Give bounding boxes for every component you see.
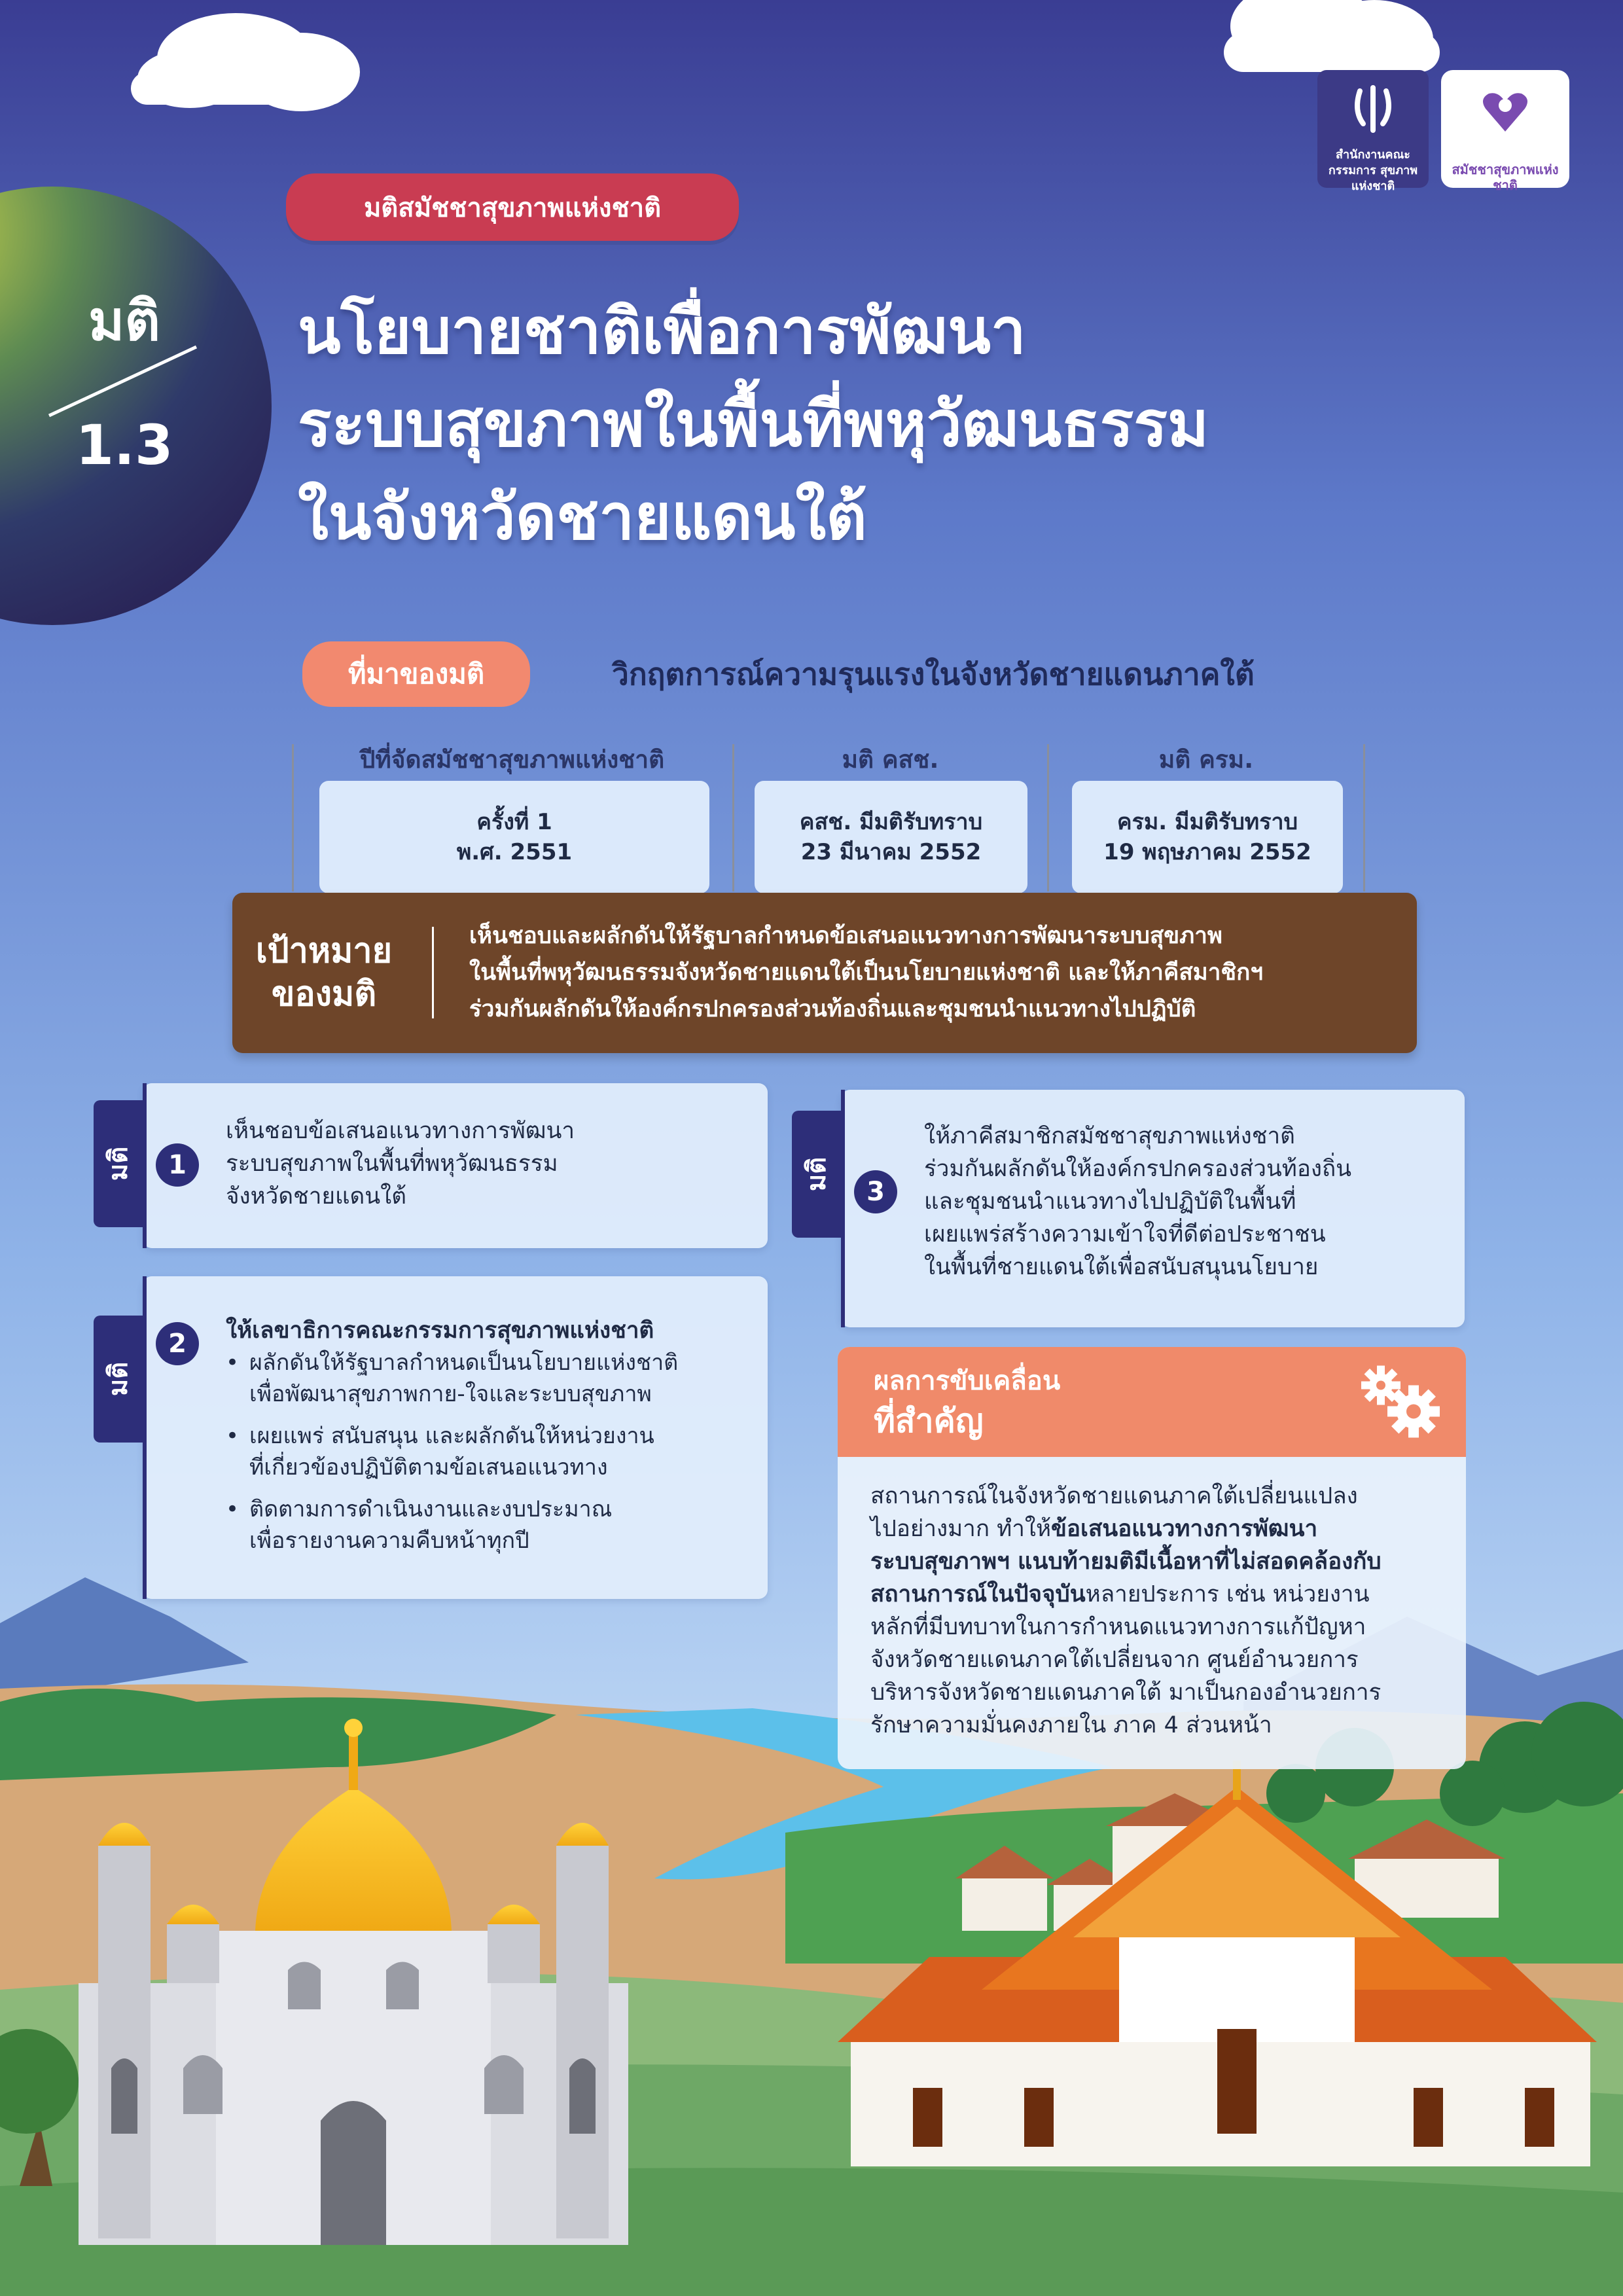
bullet-text	[249, 1420, 654, 1483]
result-line: หลักที่มีบทบาทในการกำหนดแนวทางการแก้ปัญหา	[870, 1614, 1366, 1640]
resolution-line: ให้ภาคีสมาชิกสมัชชาสุขภาพแห่งชาติ	[924, 1123, 1295, 1149]
bullet-line: ติดตามการดำเนินงานและงบประมาณ	[249, 1496, 613, 1522]
timeline-card-line1: ครั้งที่ 1	[476, 809, 552, 835]
bullet-line: ผลักดันให้รัฐบาลกำหนดเป็นนโยบายแห่งชาติ	[249, 1350, 679, 1376]
resolution-card-2	[143, 1276, 768, 1599]
resolution-number-badge: 3	[854, 1170, 897, 1213]
result-header	[838, 1347, 1466, 1457]
source-pill: ที่มาของมติ	[302, 641, 530, 707]
category-pill: มติสมัชชาสุขภาพแห่งชาติ	[286, 173, 739, 241]
bullet-item	[226, 1494, 756, 1556]
resolution-tab-label: มติ	[103, 1361, 134, 1397]
resolution-number-badge: 1	[156, 1143, 199, 1187]
timeline-divider	[1047, 744, 1049, 891]
bullet-dot: •	[226, 1350, 240, 1376]
result-line: จังหวัดชายแดนภาคใต้เปลี่ยนจาก ศูนย์อำนวยการ	[870, 1647, 1359, 1673]
assembly-logo-label: สมัชชาสุขภาพแห่งชาติ	[1452, 162, 1559, 193]
bullet-line: เผยแพร่ สนับสนุน และผลักดันให้หน่วยงาน	[249, 1423, 654, 1449]
goal-text-line2: ในพื้นที่พหุวัฒนธรรมจังหวัดชายแดนใต้เป็นนโยบายแห่งชาติ และให้ภาคีสมาชิกฯ	[469, 960, 1264, 986]
resolution-tab-label: มติ	[802, 1157, 832, 1192]
timeline-heading: ปีที่จัดสมัชชาสุขภาพแห่งชาติ	[359, 745, 665, 774]
result-line: รักษาความมั่นคงภายใน ภาค 4 ส่วนหน้า	[870, 1712, 1272, 1738]
resolution-line: และชุมชนนำแนวทางไปปฏิบัติในพื้นที่	[924, 1189, 1296, 1215]
resolution-number-badge: 2	[156, 1322, 199, 1365]
bullet-dot: •	[226, 1423, 240, 1449]
resolution-line: เผยแพร่สร้างความเข้าใจที่ดีต่อประชาชน	[924, 1221, 1326, 1247]
goal-divider	[432, 927, 434, 1018]
result-panel	[838, 1347, 1466, 1769]
card-accent-bar	[143, 1083, 147, 1248]
timeline-card-line1: ครม. มีมติรับทราบ	[1116, 809, 1298, 835]
resolution-line: จังหวัดชายแดนใต้	[226, 1183, 407, 1210]
goal-text-line1: เห็นชอบและผลักดันให้รัฐบาลกำหนดข้อเสนอแนวทางการพัฒนาระบบสุขภาพ	[469, 923, 1222, 949]
timeline-card-line2: 19 พฤษภาคม 2552	[1103, 839, 1311, 865]
result-line-part: หลายประการ เช่น หน่วยงาน	[1085, 1581, 1370, 1607]
resolution-text	[226, 1115, 749, 1213]
goal-label-line1: เป้าหมาย	[255, 931, 393, 971]
resolution-tab	[94, 1100, 143, 1227]
timeline-card	[1072, 781, 1343, 893]
timeline-card-line2: พ.ศ. 2551	[456, 839, 573, 865]
bullet-text	[249, 1494, 612, 1556]
result-line-part: ไปอย่างมาก ทำให้	[870, 1516, 1052, 1542]
timeline-heading: มติ คสช.	[842, 745, 939, 774]
goal-text	[469, 918, 1399, 1028]
gears-icon	[1355, 1359, 1446, 1441]
timeline-card-line2: 23 มีนาคม 2552	[800, 839, 982, 865]
resolution-content	[226, 1314, 756, 1556]
result-line	[870, 1578, 1453, 1611]
assembly-logo	[1441, 70, 1569, 193]
result-heading-line1: ผลการขับเคลื่อน	[874, 1366, 1061, 1396]
goal-panel	[232, 893, 1417, 1053]
resolution-heading: ให้เลขาธิการคณะกรรมการสุขภาพแห่งชาติ	[226, 1318, 654, 1344]
timeline-divider	[292, 744, 294, 891]
page-title	[298, 285, 1541, 564]
bullet-dot: •	[226, 1496, 240, 1522]
bullet-item	[226, 1347, 756, 1410]
title-line-2: ระบบสุขภาพในพื้นที่พหุวัฒนธรรม	[298, 387, 1209, 461]
result-line-bold: สถานการณ์ในปัจจุบัน	[870, 1581, 1086, 1607]
goal-label-line2: ของมติ	[271, 975, 377, 1014]
hands-heart-icon	[1472, 79, 1538, 145]
goal-label	[252, 929, 396, 1016]
title-line-1: นโยบายชาติเพื่อการพัฒนา	[298, 295, 1026, 368]
bullet-line: ที่เกี่ยวข้องปฏิบัติตามข้อเสนอแนวทาง	[249, 1454, 608, 1480]
result-heading-line2: ที่สำคัญ	[874, 1402, 984, 1440]
resolution-line: ระบบสุขภาพในพื้นที่พหุวัฒนธรรม	[226, 1151, 558, 1177]
resolution-divider	[46, 340, 203, 419]
result-line-bold: ข้อเสนอแนวทางการพัฒนา	[1051, 1516, 1318, 1542]
card-accent-bar	[841, 1090, 845, 1327]
bullet-line: เพื่อรายงานความคืบหน้าทุกปี	[249, 1528, 529, 1554]
resolution-card-1	[143, 1083, 768, 1248]
bullet-text	[249, 1347, 678, 1410]
result-line-bold: ระบบสุขภาพฯ แนบท้ายมติมีเนื้อหาที่ไม่สอดคล้องกับ	[870, 1549, 1382, 1575]
bullet-line: เพื่อพัฒนาสุขภาพกาย-ใจและระบบสุขภาพ	[249, 1381, 652, 1407]
timeline-card	[319, 781, 709, 893]
timeline-card-line1: คสช. มีมติรับทราบ	[799, 809, 983, 835]
org-logo	[1317, 70, 1429, 193]
resolution-card-3	[841, 1090, 1465, 1327]
result-line	[870, 1513, 1453, 1545]
resolution-word: มติ	[88, 289, 160, 353]
org-emblem-icon	[1340, 78, 1406, 143]
resolution-tab	[792, 1111, 841, 1238]
resolution-text	[924, 1120, 1454, 1283]
timeline-heading: มติ ครม.	[1158, 745, 1254, 774]
resolution-number: 1.3	[75, 413, 173, 477]
result-line: สถานการณ์ในจังหวัดชายแดนภาคใต้เปลี่ยนแปลง	[870, 1483, 1358, 1509]
resolution-line: ร่วมกันผลักดันให้องค์กรปกครองส่วนท้องถิ่น	[924, 1156, 1352, 1182]
resolution-tab-label: มติ	[103, 1146, 134, 1181]
title-line-3: ในจังหวัดชายแดนใต้	[298, 480, 867, 554]
resolution-line: เห็นชอบข้อเสนอแนวทางการพัฒนา	[226, 1118, 575, 1144]
timeline-card	[755, 781, 1027, 893]
goal-text-line3: ร่วมกันผลักดันให้องค์กรปกครองส่วนท้องถิ่นและชุมชนนำแนวทางไปปฏิบัติ	[469, 996, 1196, 1022]
org-logo-label: สำนักงานคณะกรรมการ สุขภาพแห่งชาติ	[1328, 148, 1418, 193]
card-accent-bar	[143, 1276, 147, 1599]
result-line	[870, 1545, 1453, 1578]
resolution-line: ในพื้นที่ชายแดนใต้เพื่อสนับสนุนนโยบาย	[924, 1254, 1319, 1280]
timeline-divider	[1363, 744, 1365, 891]
timeline-divider	[732, 744, 734, 891]
result-text	[870, 1480, 1453, 1742]
result-line: บริหารจังหวัดชายแดนภาคใต้ มาเป็นกองอำนวยการ	[870, 1679, 1382, 1706]
resolution-tab	[94, 1316, 143, 1443]
bullet-item	[226, 1420, 756, 1483]
source-text: วิกฤตการณ์ความรุนแรงในจังหวัดชายแดนภาคใต้	[612, 656, 1255, 692]
